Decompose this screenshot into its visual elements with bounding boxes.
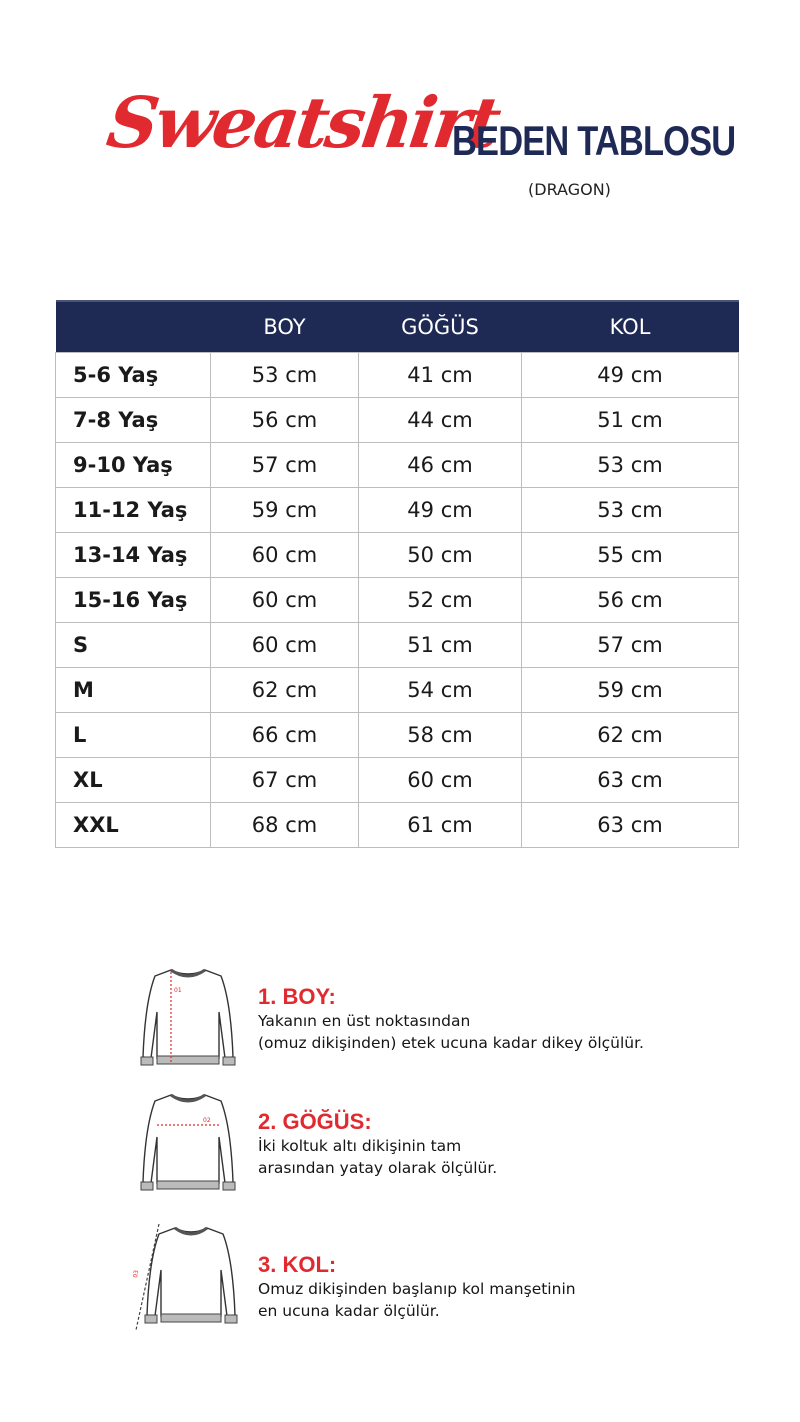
boy-cell: 66 cm (211, 713, 359, 758)
gogus-cell: 54 cm (359, 668, 522, 713)
guide-kol (133, 1220, 753, 1330)
guide-gogus-text (258, 1109, 497, 1179)
table-row (56, 578, 739, 623)
table-row (56, 353, 739, 398)
guide-boy-text (258, 984, 644, 1054)
boy-cell: 53 cm (211, 353, 359, 398)
kol-cell: 49 cm (522, 353, 739, 398)
table-row (56, 398, 739, 443)
boy-cell: 57 cm (211, 443, 359, 488)
size-cell: S (56, 623, 211, 668)
script-title: Sweatshirt (102, 81, 504, 164)
boy-cell: 62 cm (211, 668, 359, 713)
size-table (55, 300, 739, 848)
size-cell: 9-10 Yaş (56, 443, 211, 488)
guide-boy-desc-line2: (omuz dikişinden) etek ucuna kadar dikey ölçülür. (258, 1034, 644, 1052)
table-header-row (56, 301, 739, 353)
guide-kol-desc-line1: Omuz dikişinden başlanıp kol manşetinin (258, 1280, 576, 1298)
guide-kol-desc-line2: en ucuna kadar ölçülür. (258, 1302, 440, 1320)
guide-kol-text (258, 1252, 576, 1322)
gogus-cell: 58 cm (359, 713, 522, 758)
size-cell: 7-8 Yaş (56, 398, 211, 443)
column-header-size (56, 301, 211, 353)
svg-text:02: 02 (203, 1117, 211, 1124)
sweatshirt-boy-icon (133, 962, 243, 1072)
guide-gogus-title: 2. GÖĞÜS: (258, 1109, 372, 1134)
gogus-cell: 49 cm (359, 488, 522, 533)
boy-cell: 56 cm (211, 398, 359, 443)
kol-cell: 55 cm (522, 533, 739, 578)
gogus-cell: 41 cm (359, 353, 522, 398)
page-subtitle: (DRAGON) (528, 180, 611, 199)
kol-cell: 56 cm (522, 578, 739, 623)
size-cell: L (56, 713, 211, 758)
boy-cell: 68 cm (211, 803, 359, 848)
gogus-cell: 60 cm (359, 758, 522, 803)
kol-cell: 51 cm (522, 398, 739, 443)
size-cell: 15-16 Yaş (56, 578, 211, 623)
kol-cell: 57 cm (522, 623, 739, 668)
table-row (56, 668, 739, 713)
kol-cell: 53 cm (522, 443, 739, 488)
gogus-cell: 44 cm (359, 398, 522, 443)
size-cell: 5-6 Yaş (56, 353, 211, 398)
gogus-cell: 50 cm (359, 533, 522, 578)
boy-cell: 60 cm (211, 623, 359, 668)
svg-text:03: 03 (132, 1269, 141, 1279)
guide-gogus (133, 1087, 753, 1197)
table-row (56, 488, 739, 533)
kol-cell: 63 cm (522, 758, 739, 803)
size-cell: M (56, 668, 211, 713)
sweatshirt-sleeve-icon (133, 1220, 243, 1335)
column-header-gogus: GÖĞÜS (359, 301, 522, 353)
table-row (56, 623, 739, 668)
boy-cell: 60 cm (211, 578, 359, 623)
kol-cell: 63 cm (522, 803, 739, 848)
kol-cell: 59 cm (522, 668, 739, 713)
kol-cell: 53 cm (522, 488, 739, 533)
guide-gogus-desc-line1: İki koltuk altı dikişinin tam (258, 1137, 462, 1155)
svg-text:01: 01 (174, 987, 182, 994)
gogus-cell: 61 cm (359, 803, 522, 848)
table-row (56, 758, 739, 803)
column-header-boy: BOY (211, 301, 359, 353)
size-cell: XXL (56, 803, 211, 848)
table-row (56, 443, 739, 488)
page-title: BEDEN TABLOSU (452, 117, 736, 164)
size-cell: 11-12 Yaş (56, 488, 211, 533)
guide-kol-title: 3. KOL: (258, 1252, 337, 1277)
kol-cell: 62 cm (522, 713, 739, 758)
gogus-cell: 46 cm (359, 443, 522, 488)
guide-boy (133, 962, 753, 1072)
table-row (56, 713, 739, 758)
guide-boy-desc-line1: Yakanın en üst noktasından (258, 1012, 471, 1030)
guide-boy-title: 1. BOY: (258, 984, 336, 1009)
boy-cell: 67 cm (211, 758, 359, 803)
column-header-kol: KOL (522, 301, 739, 353)
guide-gogus-desc-line2: arasından yatay olarak ölçülür. (258, 1159, 498, 1177)
size-cell: XL (56, 758, 211, 803)
gogus-cell: 52 cm (359, 578, 522, 623)
table-row (56, 803, 739, 848)
gogus-cell: 51 cm (359, 623, 522, 668)
sweatshirt-chest-icon (133, 1087, 243, 1197)
boy-cell: 59 cm (211, 488, 359, 533)
table-row (56, 533, 739, 578)
size-cell: 13-14 Yaş (56, 533, 211, 578)
boy-cell: 60 cm (211, 533, 359, 578)
